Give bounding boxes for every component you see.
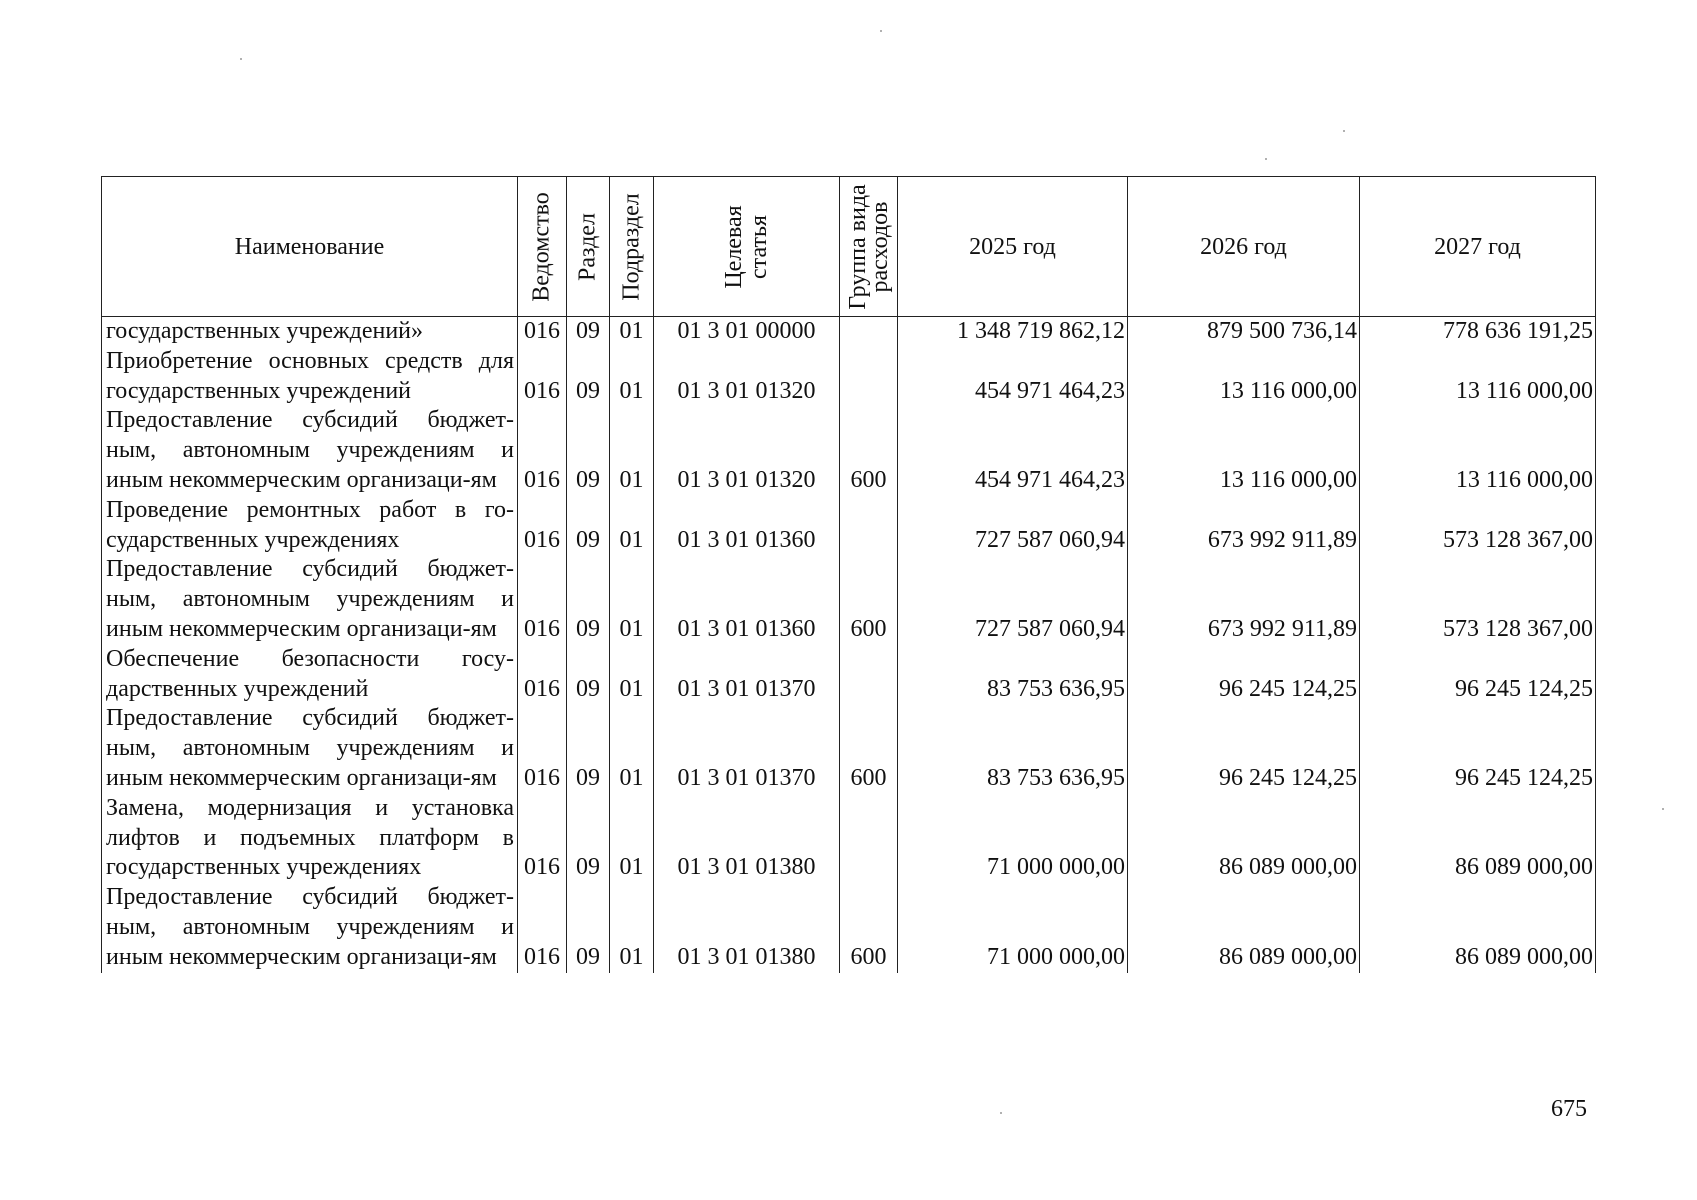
cell-name: Предоставление субсидий бюджет-ным, автономным учреждениям и иным некоммерческим организаци-ям [102, 704, 518, 793]
cell-dept: 016 [518, 704, 567, 793]
cell-dept: 016 [518, 496, 567, 556]
cell-subsection: 01 [610, 317, 654, 347]
cell-group: 600 [840, 704, 898, 793]
scan-speck [880, 30, 882, 32]
scan-speck [1000, 1112, 1002, 1114]
cell-section: 09 [567, 883, 610, 972]
cell-dept: 016 [518, 347, 567, 407]
table-row [102, 704, 1596, 793]
table-row [102, 496, 1596, 556]
cell-2027: 86 089 000,00 [1360, 794, 1596, 883]
cell-2027: 13 116 000,00 [1360, 347, 1596, 407]
cell-2026: 86 089 000,00 [1128, 794, 1360, 883]
table-header-row [102, 177, 1596, 317]
cell-name: Предоставление субсидий бюджет-ным, автономным учреждениям и иным некоммерческим организаци-ям [102, 406, 518, 495]
cell-2027: 13 116 000,00 [1360, 406, 1596, 495]
header-name: Наименование [102, 177, 518, 317]
cell-2026: 879 500 736,14 [1128, 317, 1360, 347]
cell-subsection: 01 [610, 555, 654, 644]
cell-group: 600 [840, 555, 898, 644]
cell-2025: 83 753 636,95 [898, 645, 1128, 705]
cell-dept: 016 [518, 406, 567, 495]
cell-2026: 96 245 124,25 [1128, 645, 1360, 705]
cell-2027: 86 089 000,00 [1360, 883, 1596, 972]
table-row [102, 645, 1596, 705]
cell-2027: 778 636 191,25 [1360, 317, 1596, 347]
cell-2026: 13 116 000,00 [1128, 406, 1360, 495]
cell-subsection: 01 [610, 496, 654, 556]
cell-name: Обеспечение безопасности госу-дарственных учреждений [102, 645, 518, 705]
cell-2025: 83 753 636,95 [898, 704, 1128, 793]
cell-2025: 71 000 000,00 [898, 883, 1128, 972]
header-target: Целевая статья [654, 177, 840, 317]
cell-section: 09 [567, 794, 610, 883]
cell-group: 600 [840, 883, 898, 972]
budget-table [101, 176, 1596, 973]
cell-subsection: 01 [610, 883, 654, 972]
cell-subsection: 01 [610, 347, 654, 407]
cell-section: 09 [567, 496, 610, 556]
cell-2026: 13 116 000,00 [1128, 347, 1360, 407]
cell-group [840, 496, 898, 556]
cell-2025: 727 587 060,94 [898, 496, 1128, 556]
cell-group: 600 [840, 406, 898, 495]
cell-group [840, 794, 898, 883]
cell-2026: 673 992 911,89 [1128, 555, 1360, 644]
cell-2027: 96 245 124,25 [1360, 704, 1596, 793]
header-group: Группа вида расходов [840, 177, 898, 317]
cell-target: 01 3 01 01380 [654, 883, 840, 972]
cell-target: 01 3 01 01370 [654, 704, 840, 793]
cell-2026: 673 992 911,89 [1128, 496, 1360, 556]
cell-subsection: 01 [610, 645, 654, 705]
cell-section: 09 [567, 645, 610, 705]
cell-section: 09 [567, 704, 610, 793]
cell-2026: 96 245 124,25 [1128, 704, 1360, 793]
cell-section: 09 [567, 406, 610, 495]
cell-subsection: 01 [610, 704, 654, 793]
cell-group [840, 347, 898, 407]
header-2026: 2026 год [1128, 177, 1360, 317]
cell-name: Предоставление субсидий бюджет-ным, автономным учреждениям и иным некоммерческим организаци-ям [102, 883, 518, 972]
cell-section: 09 [567, 555, 610, 644]
cell-section: 09 [567, 317, 610, 347]
cell-subsection: 01 [610, 794, 654, 883]
header-dept: Ведомство [518, 177, 567, 317]
cell-group [840, 317, 898, 347]
scan-speck [1343, 130, 1345, 132]
cell-dept: 016 [518, 645, 567, 705]
cell-2025: 71 000 000,00 [898, 794, 1128, 883]
cell-name: Предоставление субсидий бюджет-ным, автономным учреждениям и иным некоммерческим организаци-ям [102, 555, 518, 644]
scan-speck [240, 58, 242, 60]
cell-target: 01 3 01 00000 [654, 317, 840, 347]
cell-2027: 96 245 124,25 [1360, 645, 1596, 705]
header-2027: 2027 год [1360, 177, 1596, 317]
page-number: 675 [1551, 1096, 1587, 1122]
cell-name: Проведение ремонтных работ в го-сударственных учреждениях [102, 496, 518, 556]
cell-group [840, 645, 898, 705]
cell-2027: 573 128 367,00 [1360, 496, 1596, 556]
cell-dept: 016 [518, 317, 567, 347]
table-row [102, 347, 1596, 407]
cell-2025: 454 971 464,23 [898, 347, 1128, 407]
table-row [102, 555, 1596, 644]
cell-target: 01 3 01 01360 [654, 555, 840, 644]
cell-2026: 86 089 000,00 [1128, 883, 1360, 972]
table-row [102, 794, 1596, 883]
cell-2027: 573 128 367,00 [1360, 555, 1596, 644]
table-row [102, 406, 1596, 495]
cell-subsection: 01 [610, 406, 654, 495]
cell-target: 01 3 01 01320 [654, 347, 840, 407]
header-section: Раздел [567, 177, 610, 317]
header-2025: 2025 год [898, 177, 1128, 317]
cell-target: 01 3 01 01360 [654, 496, 840, 556]
cell-dept: 016 [518, 555, 567, 644]
cell-target: 01 3 01 01380 [654, 794, 840, 883]
cell-2025: 454 971 464,23 [898, 406, 1128, 495]
cell-target: 01 3 01 01370 [654, 645, 840, 705]
cell-2025: 727 587 060,94 [898, 555, 1128, 644]
cell-dept: 016 [518, 794, 567, 883]
scan-speck [1265, 158, 1267, 160]
cell-target: 01 3 01 01320 [654, 406, 840, 495]
cell-name: государственных учреждений» [102, 317, 518, 347]
cell-section: 09 [567, 347, 610, 407]
scan-speck [1662, 808, 1664, 810]
cell-dept: 016 [518, 883, 567, 972]
cell-2025: 1 348 719 862,12 [898, 317, 1128, 347]
table-row [102, 883, 1596, 972]
header-subsection: Подраздел [610, 177, 654, 317]
table-row [102, 317, 1596, 347]
cell-name: Приобретение основных средств для государственных учреждений [102, 347, 518, 407]
cell-name: Замена, модернизация и установка лифтов и подъемных платформ в государственных учреждениях [102, 794, 518, 883]
